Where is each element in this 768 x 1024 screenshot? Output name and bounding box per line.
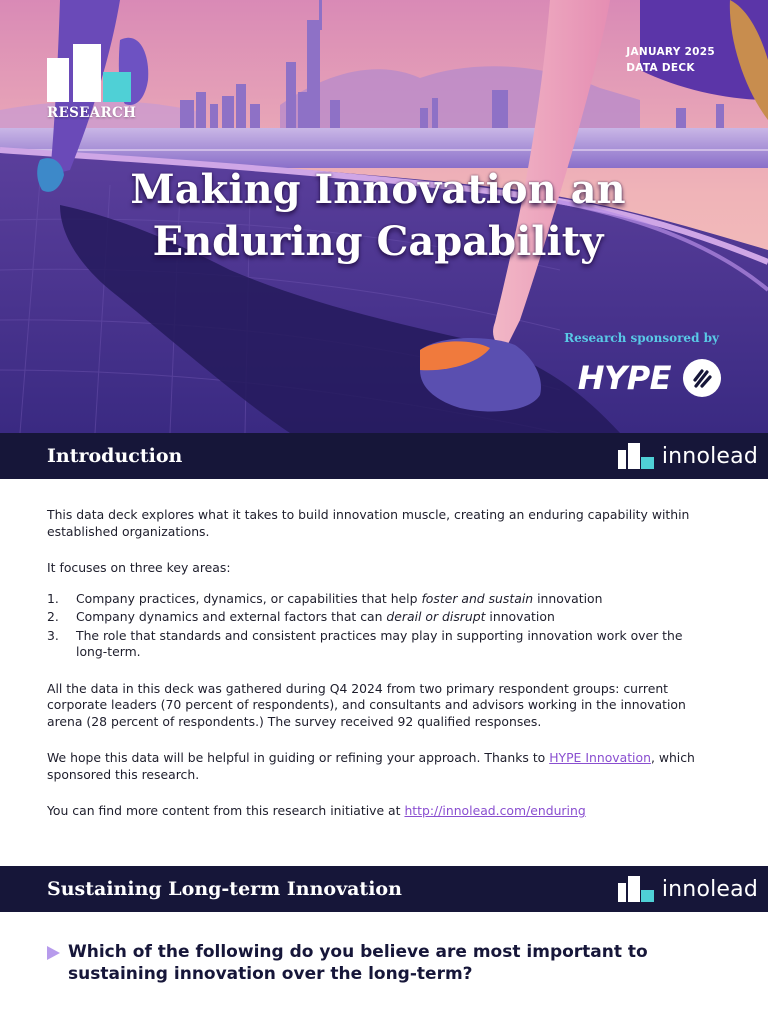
list-item: 3. The role that standards and consistent practices may play in supporting innovation work over the long-term.: [47, 627, 683, 659]
title-line-2: Enduring Capability: [152, 218, 604, 265]
section-title: Introduction: [47, 445, 183, 467]
hype-innovation-link[interactable]: HYPE Innovation: [549, 750, 651, 765]
innolead-wordmark: innolead: [661, 876, 758, 902]
intro-paragraph-1: This data deck explores what it takes to build innovation muscle, creating an enduring capability within established organizations.: [47, 507, 690, 539]
innolead-logo: [618, 443, 758, 469]
publication-date: JANUARY 2025: [626, 46, 715, 58]
intro-paragraph-4: We hope this data will be helpful in guiding or refining your approach. Thanks to HYPE Innovation, which sponsored this research.: [47, 750, 695, 782]
il-logo-icon: [618, 876, 654, 902]
title-line-1: Making Innovation an: [130, 166, 626, 213]
page-title: [0, 164, 756, 268]
list-item: 2. Company dynamics and external factors that can derail or disrupt innovation: [47, 609, 555, 624]
play-arrow-icon: [47, 946, 60, 960]
il-logo-icon: [47, 44, 131, 102]
innolead-wordmark: innolead: [661, 443, 758, 469]
list-number: 2.: [47, 609, 59, 624]
intro-paragraph-5: You can find more content from this research initiative at http://innolead.com/enduring: [47, 803, 586, 818]
hype-sponsor-logo: [578, 356, 721, 400]
il-logo-icon: [618, 443, 654, 469]
introduction-body: [47, 507, 717, 840]
question-text: Which of the following do you believe are most important to sustaining innovation over the long-term?: [68, 942, 648, 984]
list-item: 1. Company practices, dynamics, or capabilities that help foster and sustain innovation: [47, 590, 603, 606]
innolead-enduring-link[interactable]: http://innolead.com/enduring: [404, 803, 586, 818]
intro-paragraph-2: It focuses on three key areas:: [47, 560, 231, 575]
sponsor-label: Research sponsored by: [564, 331, 719, 345]
hype-stripes-icon: [683, 359, 721, 397]
logo-wordmark: RESEARCH: [47, 105, 137, 121]
hype-wordmark: HYPE: [577, 359, 671, 397]
publication-type: DATA DECK: [626, 62, 695, 74]
key-areas-list: [47, 591, 717, 661]
survey-question: [47, 941, 727, 985]
hero-banner: [0, 0, 768, 433]
intro-paragraph-3: All the data in this deck was gathered during Q4 2024 from two primary respondent groups: current corporate leaders (70 percent of respondents), and consultants and advisors working in the innovation arena (28 percent of respondents.) The survey received 92 qualified responses.: [47, 680, 686, 729]
publication-info: [626, 44, 715, 76]
innolead-research-logo: [47, 44, 137, 121]
section-header-introduction: [0, 433, 768, 479]
section-title: Sustaining Long-term Innovation: [47, 878, 402, 900]
section-header-sustaining: [0, 866, 768, 912]
list-number: 1.: [47, 590, 59, 606]
innolead-logo: [618, 876, 758, 902]
list-number: 3.: [47, 627, 59, 643]
